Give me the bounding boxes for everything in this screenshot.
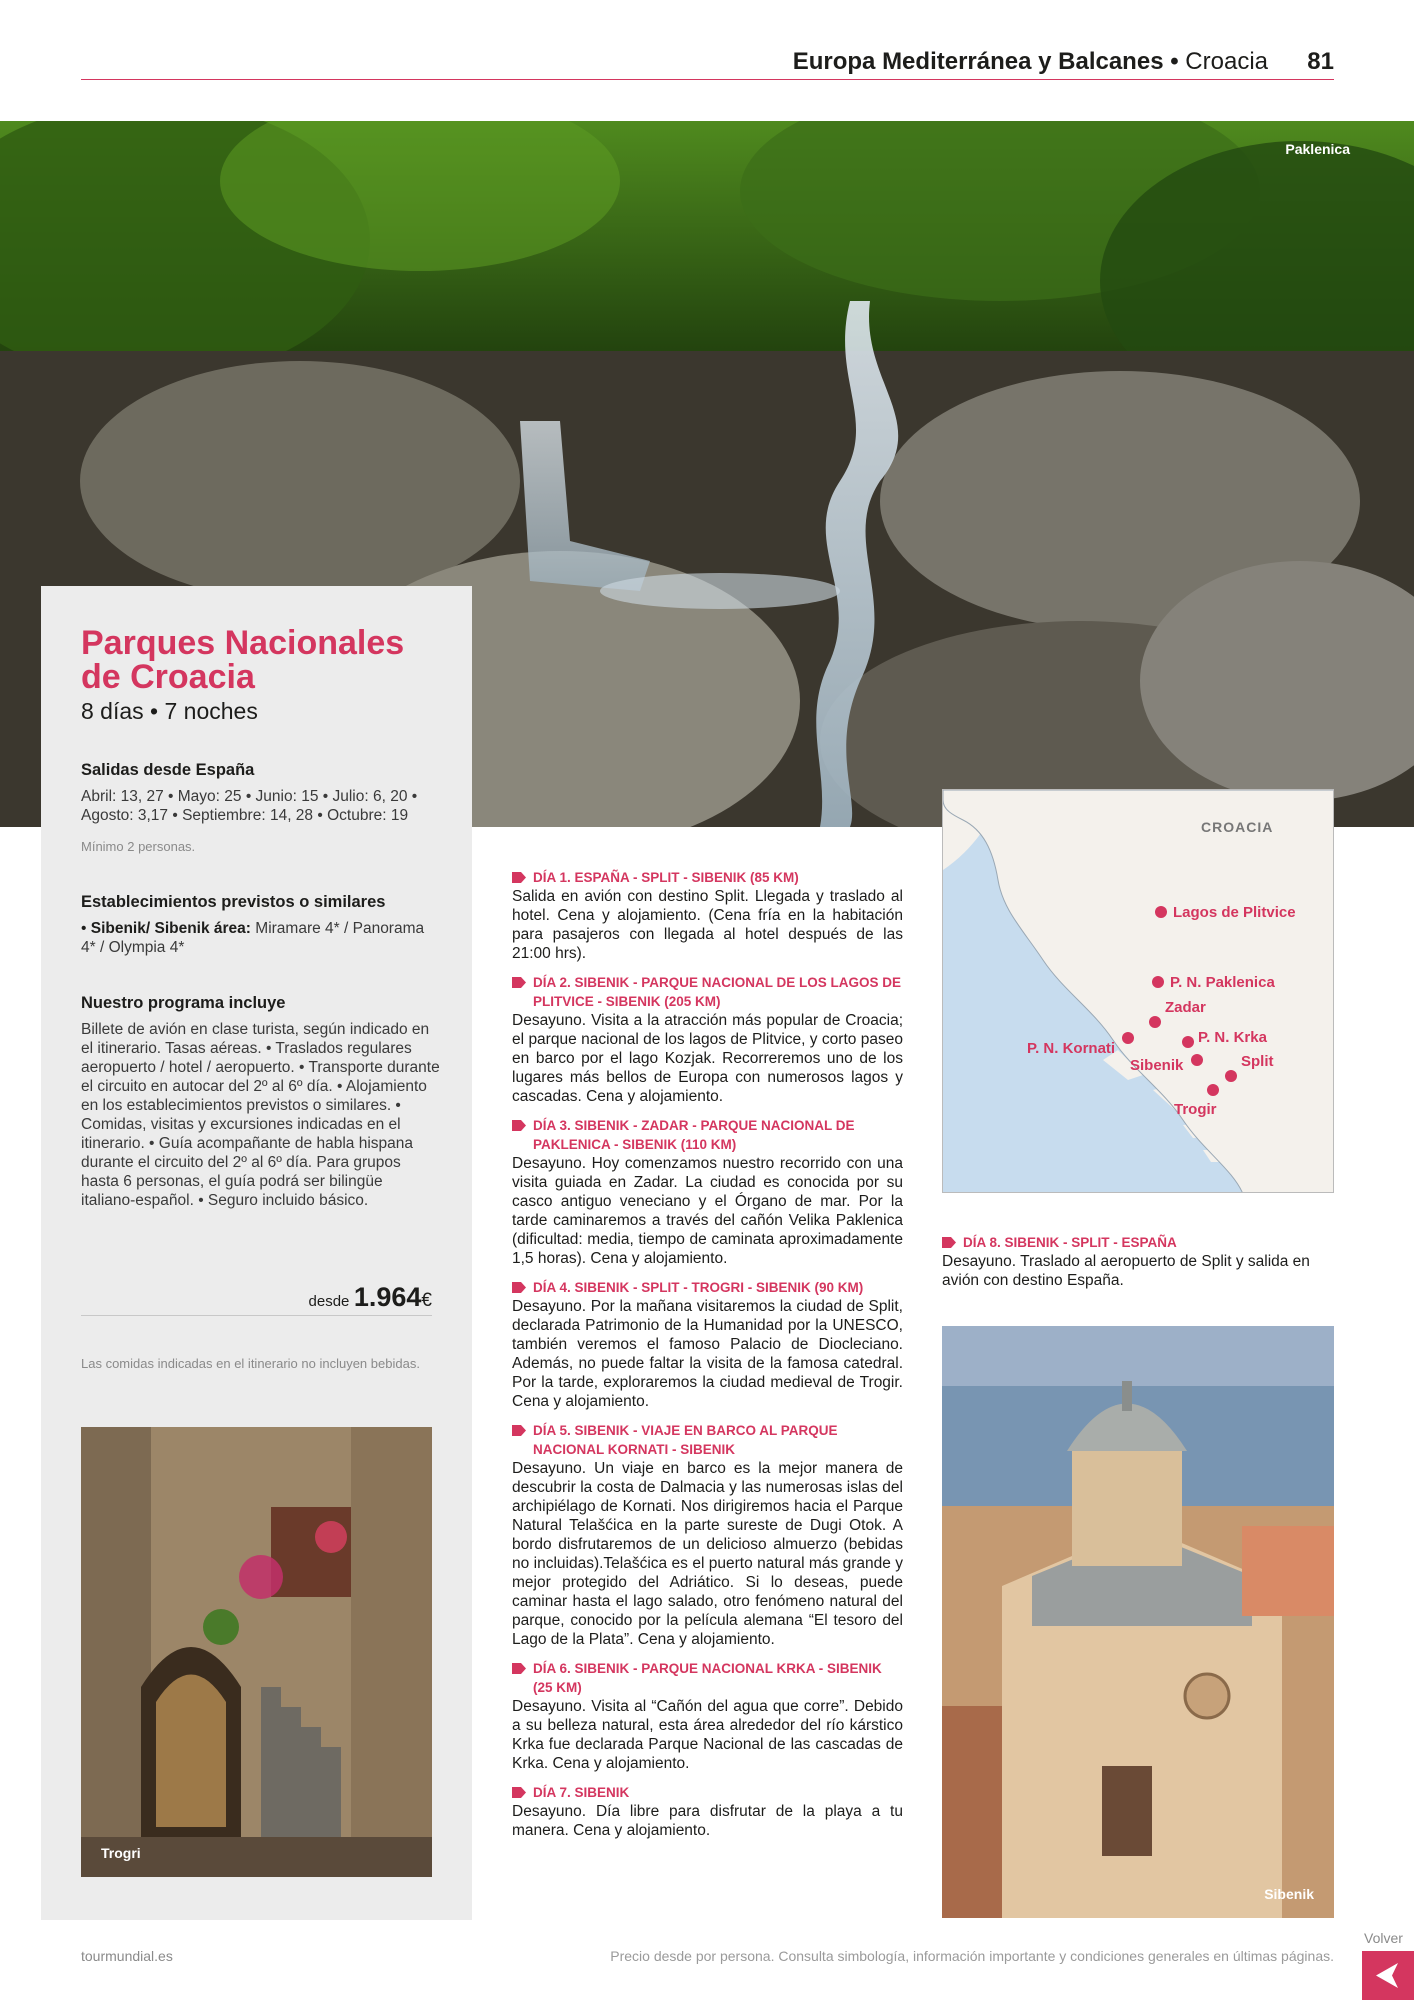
header-title <box>793 48 1268 76</box>
price-currency: € <box>421 1290 432 1311</box>
hero-photo-label: Paklenica <box>1285 141 1350 157</box>
day-title <box>512 973 903 1011</box>
croatia-map <box>943 790 1334 1193</box>
tour-duration: 8 días • 7 noches <box>81 698 258 724</box>
map-label-sibenik: Sibenik <box>1130 1057 1184 1074</box>
map-label-kornati: P. N. Kornati <box>1027 1040 1116 1057</box>
day-title-text: DÍA 1. ESPAÑA - SPLIT - SIBENIK (85 KM) <box>533 870 799 885</box>
hotels-city: Sibenik/ Sibenik área: <box>90 920 251 937</box>
price-amount: 1.964 <box>353 1282 422 1312</box>
map-pin <box>1155 906 1167 918</box>
map-country-label: CROACIA <box>1201 819 1274 835</box>
day-text: Desayuno. Un viaje en barco es la mejor manera de descubrir la costa de Dalmacia y las numerosas islas del archipiélago de Kornati. Nos dirigiremos hacia el Parque Natural Telašćica en la parte sureste de Dugi Otok. A bordo disfrutaremos de un delicioso almuerzo (bebidas no incluidas).Telašćica es el puerto natural más grande y mejor protegido del Adriático. Si lo deseas, puede caminar hasta el lago salado, otro fenómeno natural del parque, conocido por la película alemana “El tesoro del Lago de la Plata”. Cena y alojamiento. <box>512 1460 903 1648</box>
departures-heading: Salidas desde España <box>81 761 255 779</box>
itinerary-day <box>512 973 903 1106</box>
map-pin <box>1182 1036 1194 1048</box>
map-label-trogir: Trogir <box>1174 1101 1217 1118</box>
hotels-text: • Sibenik/ Sibenik área: Miramare 4* / Panorama 4* / Olympia 4* <box>81 920 425 956</box>
map-pin <box>1149 1016 1161 1028</box>
day-title <box>512 1421 903 1459</box>
departures-text: Abril: 13, 27 • Mayo: 25 • Junio: 15 • Julio: 6, 20 • Agosto: 3,17 • Septiembre: 14, 28 • Octubre: 19 <box>81 788 418 824</box>
itinerary-day <box>512 1783 903 1840</box>
map-label-split: Split <box>1241 1053 1274 1070</box>
day-title <box>512 1116 903 1154</box>
trogir-alley-illustration <box>81 1427 432 1877</box>
hotels-heading: Establecimientos previstos o similares <box>81 893 386 911</box>
day-text: Desayuno. Visita a la atracción más popular de Croacia; el parque nacional de los lagos de Plitvice, y corto paseo en barco por el lago Kozjak. Recorreremos uno de los lugares más bellos de Europa con numerosos lagos y cascadas. Cena y alojamiento. <box>512 1012 903 1105</box>
map-pin <box>1207 1084 1219 1096</box>
back-arrow-icon <box>1362 1951 1414 2000</box>
itinerary-day <box>512 868 903 963</box>
sibenik-photo-label: Sibenik <box>1264 1886 1314 1902</box>
header-country: Croacia <box>1185 48 1268 75</box>
day-title <box>942 1233 1334 1252</box>
map-pin <box>1152 976 1164 988</box>
flag-icon <box>512 1787 526 1798</box>
map-pin <box>1225 1070 1237 1082</box>
day-text: Salida en avión con destino Split. Llegada y traslado al hotel. Cena y alojamiento. (Cena fría en la habitación para pasajeros con llegada al hotel después de las 21:00 hrs). <box>512 888 903 962</box>
day-text: Desayuno. Por la mañana visitaremos la ciudad de Split, declarada Patrimonio de la Humanidad por la UNESCO, también veremos el famoso Palacio de Diocleciano. Además, no puede faltar la visita de la famosa catedral. Por la tarde, exploraremos la ciudad medieval de Trogir. Cena y alojamiento. <box>512 1298 903 1410</box>
flag-icon <box>512 1663 526 1674</box>
day-title <box>512 1783 903 1802</box>
trogir-photo <box>81 1427 432 1877</box>
day-title-text: DÍA 3. SIBENIK - ZADAR - PARQUE NACIONAL DE PAKLENICA - SIBENIK (110 KM) <box>533 1118 855 1152</box>
includes-heading: Nuestro programa incluye <box>81 994 286 1012</box>
itinerary-day-8 <box>942 1233 1334 1300</box>
back-label[interactable]: Volver <box>1364 1930 1403 1946</box>
day-title-text: DÍA 4. SIBENIK - SPLIT - TROGRI - SIBENIK (90 KM) <box>533 1280 864 1295</box>
map-pin <box>1191 1054 1203 1066</box>
minimum-note: Mínimo 2 personas. <box>81 839 196 854</box>
trogir-photo-label: Trogri <box>101 1845 141 1861</box>
day-title <box>512 868 903 887</box>
itinerary-day <box>512 1659 903 1773</box>
day-title-text: DÍA 6. SIBENIK - PARQUE NACIONAL KRKA - SIBENIK (25 KM) <box>533 1661 882 1695</box>
itinerary-day <box>512 1116 903 1268</box>
day-title <box>512 1278 903 1297</box>
map-label-paklenica: P. N. Paklenica <box>1170 974 1275 991</box>
map-label-zadar: Zadar <box>1165 999 1206 1016</box>
day-title-text: DÍA 2. SIBENIK - PARQUE NACIONAL DE LOS LAGOS DE PLITVICE - SIBENIK (205 KM) <box>533 975 902 1009</box>
map-pin <box>1122 1032 1134 1044</box>
itinerary <box>512 868 903 1850</box>
itinerary-day <box>512 1278 903 1411</box>
sibenik-photo <box>942 1326 1334 1918</box>
day-text: Desayuno. Visita al “Cañón del agua que corre”. Debido a su belleza natural, esta área alrededor del río kárstico Krka fue declarada Parque Nacional de las cascadas de Krka. Cena y alojamiento. <box>512 1698 903 1772</box>
day-title-text: DÍA 7. SIBENIK <box>533 1785 630 1800</box>
flag-icon <box>512 1282 526 1293</box>
includes-text: Billete de avión en clase turista, según indicado en el itinerario. Tasas aéreas. • Traslados regulares aeropuerto / hotel / aeropuerto. • Transporte durante el circuito en autocar del 2º al 6º día. • Alojamiento en los establecimientos previstos o similares. • Comidas, visitas y excursiones indicadas en el itinerario. • Guía acompañante de habla hispana durante el circuito del 2º al 6º día. Para grupos hasta 6 personas, el guía podrá ser bilingüe italiano-español. • Seguro incluido básico. <box>81 1021 440 1209</box>
tour-sidebar <box>41 586 472 1920</box>
flag-icon <box>512 977 526 988</box>
tour-title: Parques Nacionales de Croacia <box>81 624 405 696</box>
flag-icon <box>512 1425 526 1436</box>
meals-note: Las comidas indicadas en el itinerario no incluyen bebidas. <box>81 1356 420 1371</box>
price-row <box>81 1282 432 1316</box>
day-title <box>512 1659 903 1697</box>
footer-note: Precio desde por persona. Consulta simbología, información importante y condiciones generales en últimas páginas. <box>610 1948 1334 1964</box>
flag-icon <box>942 1237 956 1248</box>
page-number: 81 <box>1307 48 1334 75</box>
sibenik-cathedral-illustration <box>942 1326 1334 1918</box>
day-text: Desayuno. Día libre para disfrutar de la playa a tu manera. Cena y alojamiento. <box>512 1803 903 1839</box>
day-title-text: DÍA 8. SIBENIK - SPLIT - ESPAÑA <box>963 1235 1177 1250</box>
day-text: Desayuno. Hoy comenzamos nuestro recorrido con una visita guiada en Zadar. La ciudad es conocida por su casco antiguo veneciano y el Órgano de mar. Por la tarde caminaremos a través del cañón Velika Paklenica (dificultad: media, tiempo de caminata aproximadamente 1,5 horas). Cena y alojamiento. <box>512 1155 903 1267</box>
flag-icon <box>512 1120 526 1131</box>
back-button[interactable] <box>1362 1951 1414 2000</box>
itinerary-day <box>512 1421 903 1649</box>
footer-site[interactable]: tourmundial.es <box>81 1948 173 1964</box>
day-title-text: DÍA 5. SIBENIK - VIAJE EN BARCO AL PARQUE NACIONAL KORNATI - SIBENIK <box>533 1423 838 1457</box>
header-region: Europa Mediterránea y Balcanes <box>792 48 1164 75</box>
header-separator: • <box>1170 48 1179 75</box>
day-text: Desayuno. Traslado al aeropuerto de Split y salida en avión con destino España. <box>942 1253 1310 1289</box>
flag-icon <box>512 872 526 883</box>
map-label-krka: P. N. Krka <box>1198 1029 1267 1046</box>
page-header <box>81 46 1334 80</box>
map-label-plitvice: Lagos de Plitvice <box>1173 904 1296 921</box>
price-prefix: desde <box>308 1293 350 1310</box>
route-map <box>942 789 1334 1193</box>
hotels-list: Miramare 4* / Panorama 4* / Olympia 4* <box>81 920 425 956</box>
